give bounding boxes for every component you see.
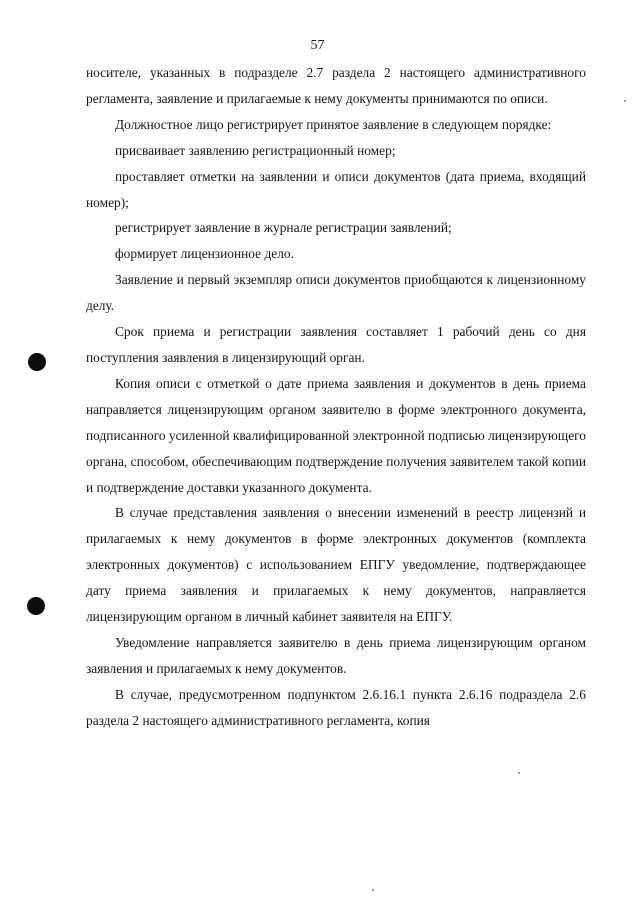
paragraph-8: Срок приема и регистрации заявления составляет 1 рабочий день со дня поступления заявления в лицензирующий орган. — [86, 324, 586, 365]
paragraph-7: Заявление и первый экземпляр описи документов приобщаются к лицензионному делу. — [86, 272, 586, 314]
paragraph-4: проставляет отметки на заявлении и описи документов (дата приема, входящий номер); — [86, 168, 586, 210]
punch-hole-mark — [28, 353, 46, 371]
scan-speck — [518, 772, 520, 774]
punch-hole-mark — [27, 597, 45, 615]
scan-speck — [624, 100, 626, 102]
paragraph-12: В случае, предусмотренном подпунктом 2.6.16.1 пункта 2.6.16 подраздела 2.6 раздела 2 настоящего административного регламента, копия — [86, 686, 586, 728]
paragraph-1: носителе, указанных в подразделе 2.7 раздела 2 настоящего административного регламента, заявление и прилагаемые к нему документы принимаются по описи. — [86, 65, 586, 106]
paragraph-5: регистрирует заявление в журнале регистрации заявлений; — [115, 220, 452, 236]
paragraph-9: Копия описи с отметкой о дате приема заявления и документов в день приема направляется лицензирующим органом заявителю в форме электронного документа, подписанного усиленной квалифицированной электронной подписью лицензирующего органа, способом, обеспечивающим подтверждение получения заявителем такой копии и подтверждение доставки указанного документа. — [86, 375, 586, 495]
paragraph-11: Уведомление направляется заявителю в день приема лицензирующим органом заявления и прилагаемых к нему документов. — [86, 634, 586, 676]
paragraph-10: В случае представления заявления о внесении изменений в реестр лицензий и прилагаемых к нему документов в форме электронных документов (комплекта электронных документов) с использованием ЕПГУ уведомление, подтверждающее дату приема заявления и прилагаемых к нему документов, направляется лицензирующим органом в личный кабинет заявителя на ЕПГУ. — [86, 505, 586, 625]
page-number: 57 — [310, 38, 325, 53]
paragraph-2: Должностное лицо регистрирует принятое заявление в следующем порядке: — [115, 116, 552, 132]
paragraph-3: присваивает заявлению регистрационный номер; — [115, 142, 396, 158]
paragraph-6: формирует лицензионное дело. — [115, 246, 294, 262]
scan-speck — [372, 889, 374, 891]
document-body — [86, 60, 586, 734]
